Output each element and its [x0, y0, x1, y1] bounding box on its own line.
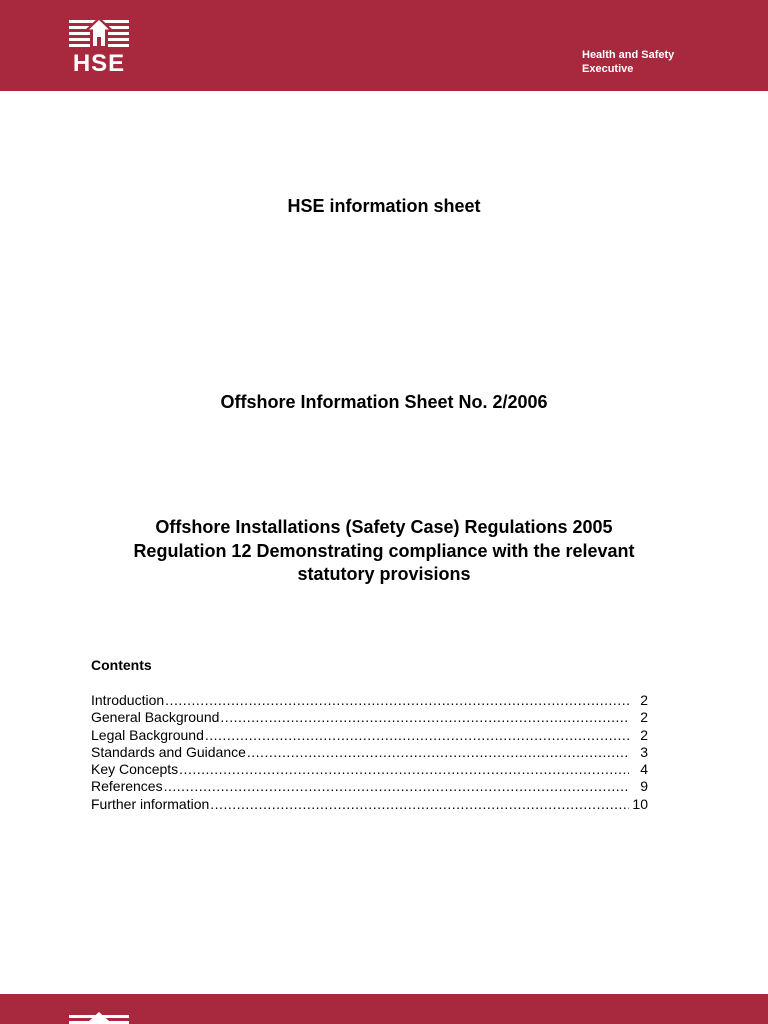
organisation-name	[582, 48, 702, 76]
toc-dot-leader	[179, 761, 629, 778]
toc-dot-leader	[220, 709, 629, 726]
toc-entry-further-information[interactable]	[91, 796, 648, 813]
toc-dot-leader	[165, 692, 629, 709]
toc-label: Legal Background	[91, 726, 204, 743]
toc-page-number: 2	[640, 692, 648, 708]
hse-logo	[69, 17, 129, 79]
toc-label: General Background	[91, 709, 220, 726]
toc-dot-leader	[205, 727, 629, 744]
toc-entry-standards-and-guidance[interactable]	[91, 744, 648, 761]
toc-dot-leader	[247, 744, 629, 761]
toc-page-number: 10	[632, 795, 648, 812]
footer-band	[0, 994, 768, 1024]
regulation-title-line-1: Offshore Installations (Safety Case) Regulations 2005	[155, 517, 613, 537]
regulation-title	[0, 516, 768, 587]
toc-page-number: 2	[640, 709, 648, 726]
header-band	[0, 0, 768, 91]
house-icon	[69, 1012, 129, 1024]
toc-entry-general-background[interactable]	[91, 709, 648, 726]
table-of-contents	[91, 692, 648, 813]
contents-heading: Contents	[91, 657, 152, 673]
toc-label: Standards and Guidance	[91, 743, 246, 760]
org-name-line-2: Executive	[582, 63, 634, 75]
house-icon	[69, 17, 129, 53]
toc-label: References	[91, 778, 163, 795]
toc-dot-leader	[210, 796, 629, 813]
info-sheet-title: HSE information sheet	[287, 196, 481, 216]
toc-page-number: 3	[640, 743, 648, 760]
toc-entry-key-concepts[interactable]	[91, 761, 648, 778]
toc-label: Further information	[91, 795, 210, 812]
toc-dot-leader	[164, 778, 629, 795]
regulation-title-line-2: Regulation 12 Demonstrating compliance with the relevant	[133, 540, 635, 561]
toc-page-number: 2	[640, 726, 648, 743]
toc-entry-legal-background[interactable]	[91, 727, 648, 744]
footer-logo	[69, 1012, 129, 1024]
toc-entry-introduction[interactable]	[91, 692, 648, 709]
sheet-number-title: Offshore Information Sheet No. 2/2006	[220, 392, 548, 412]
toc-page-number: 9	[640, 778, 648, 795]
logo-text: HSE	[72, 50, 126, 77]
toc-entry-references[interactable]	[91, 778, 648, 795]
toc-label: Introduction	[91, 692, 165, 708]
toc-label: Key Concepts	[91, 761, 179, 778]
regulation-title-line-3: statutory provisions	[297, 564, 471, 584]
toc-page-number: 4	[640, 761, 648, 778]
org-name-line-1: Health and Safety	[582, 49, 675, 61]
